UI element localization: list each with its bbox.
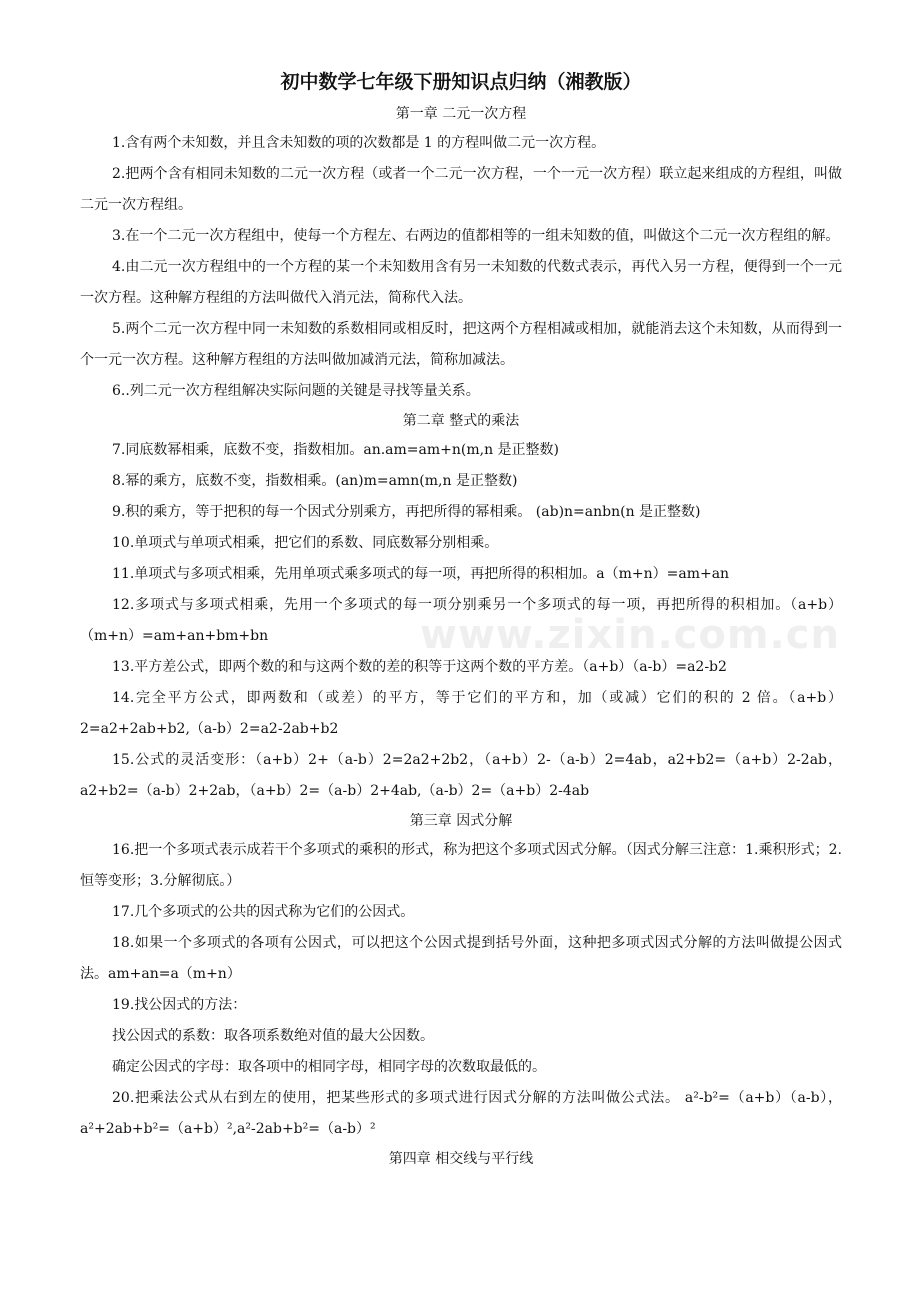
chapter-3-heading: 第三章 因式分解 [409, 813, 513, 829]
point-8: 8.幂的乘方，底数不变，指数相乘。(an)m=amn(m,n 是正整数) [112, 473, 518, 489]
point-19-letters: 确定公因式的字母：取各项中的相同字母，相同字母的次数取最低的。 [112, 1059, 546, 1075]
point-4: 4.由二元一次方程组中的一个方程的某一个未知数用含有另一未知数的代数式表示，再代入另一方程，便得到一个一元一次方程。这种解方程组的方法叫做代入消元法，简称代入法。 [80, 259, 842, 306]
point-9: 9.积的乘方，等于把积的每一个因式分别乘方，再把所得的幂相乘。 (ab)n=anbn(n 是正整数) [112, 504, 701, 520]
point-18: 18.如果一个多项式的各项有公因式，可以把这个公因式提到括号外面，这种把多项式因式分解的方法叫做提公因式法。am+an=a（m+n） [80, 935, 842, 982]
point-16: 16.把一个多项式表示成若干个多项式的乘积的形式，称为把这个多项式因式分解。（因式分解三注意：1.乘积形式；2.恒等变形；3.分解彻底。） [80, 842, 842, 889]
point-13: 13.平方差公式，即两个数的和与这两个数的差的积等于这两个数的平方差。（a+b）（a-b）=a2-b2 [112, 659, 727, 675]
point-6: 6..列二元一次方程组解决实际问题的关键是寻找等量关系。 [112, 383, 480, 399]
point-20-text: 20.把乘法公式从右到左的使用，把某些形式的多项式进行因式分解的方法叫做公式法。 [112, 1090, 685, 1106]
point-19: 19.找公因式的方法： [112, 997, 247, 1013]
watermark: www.zixin.com.cn [420, 612, 840, 658]
point-11: 11.单项式与多项式相乘，先用单项式乘多项式的每一项，再把所得的积相加。a（m+n）=am+an [112, 566, 730, 582]
point-1: 1.含有两个未知数，并且含未知数的项的次数都是 1 的方程叫做二元一次方程。 [112, 135, 606, 151]
chapter-2-heading: 第二章 整式的乘法 [402, 413, 520, 429]
point-10: 10.单项式与单项式相乘，把它们的系数、同底数幂分别相乘。 [112, 535, 499, 551]
page-title: 初中数学七年级下册知识点归纳（湘教版） [280, 71, 642, 93]
point-19-coefficient: 找公因式的系数：取各项系数绝对值的最大公因数。 [112, 1028, 434, 1044]
point-5: 5.两个二元一次方程中同一未知数的系数相同或相反时，把这两个方程相减或相加，就能消去这个未知数，从而得到一个一元一次方程。这种解方程组的方法叫做加减消元法，简称加减法。 [80, 321, 842, 368]
point-7: 7.同底数幂相乘，底数不变，指数相加。an.am=am+n(m,n 是正整数) [112, 442, 560, 458]
point-14: 14.完全平方公式，即两数和（或差）的平方，等于它们的平方和，加（或减）它们的积的 2 倍。（a+b）2=a2+2ab+b2,（a-b）2=a2-2ab+b2 [80, 690, 842, 737]
point-2: 2.把两个含有相同未知数的二元一次方程（或者一个二元一次方程，一个一元一次方程）联立起来组成的方程组，叫做二元一次方程组。 [80, 166, 842, 213]
point-20-formulas: a²-b²=（a+b）（a-b），a²+2ab+b²=（a+b）²,a²-2ab+b²=（a-b）² [80, 1090, 842, 1137]
chapter-4-heading: 第四章 相交线与平行线 [388, 1151, 534, 1167]
point-17: 17.几个多项式的公共的因式称为它们的公因式。 [112, 904, 415, 920]
chapter-1-heading: 第一章 二元一次方程 [395, 106, 527, 122]
point-3: 3.在一个二元一次方程组中，使每一个方程左、右两边的值都相等的一组未知数的值，叫做这个二元一次方程组的解。 [112, 228, 840, 244]
point-15: 15.公式的灵活变形：（a+b）2+（a-b）2=2a2+2b2，（a+b）2-（a-b）2=4ab，a2+b2=（a+b）2-2ab， a2+b2=（a-b）2+2ab，（a+b）2=（a-b）2+4ab,（a-b）2=（a+b）2-4ab [80, 752, 842, 799]
point-20 [80, 1083, 842, 1145]
point-12: 12.多项式与多项式相乘，先用一个多项式的每一项分别乘另一个多项式的每一项，再把所得的积相加。（a+b）（m+n）=am+an+bm+bn [80, 597, 842, 644]
